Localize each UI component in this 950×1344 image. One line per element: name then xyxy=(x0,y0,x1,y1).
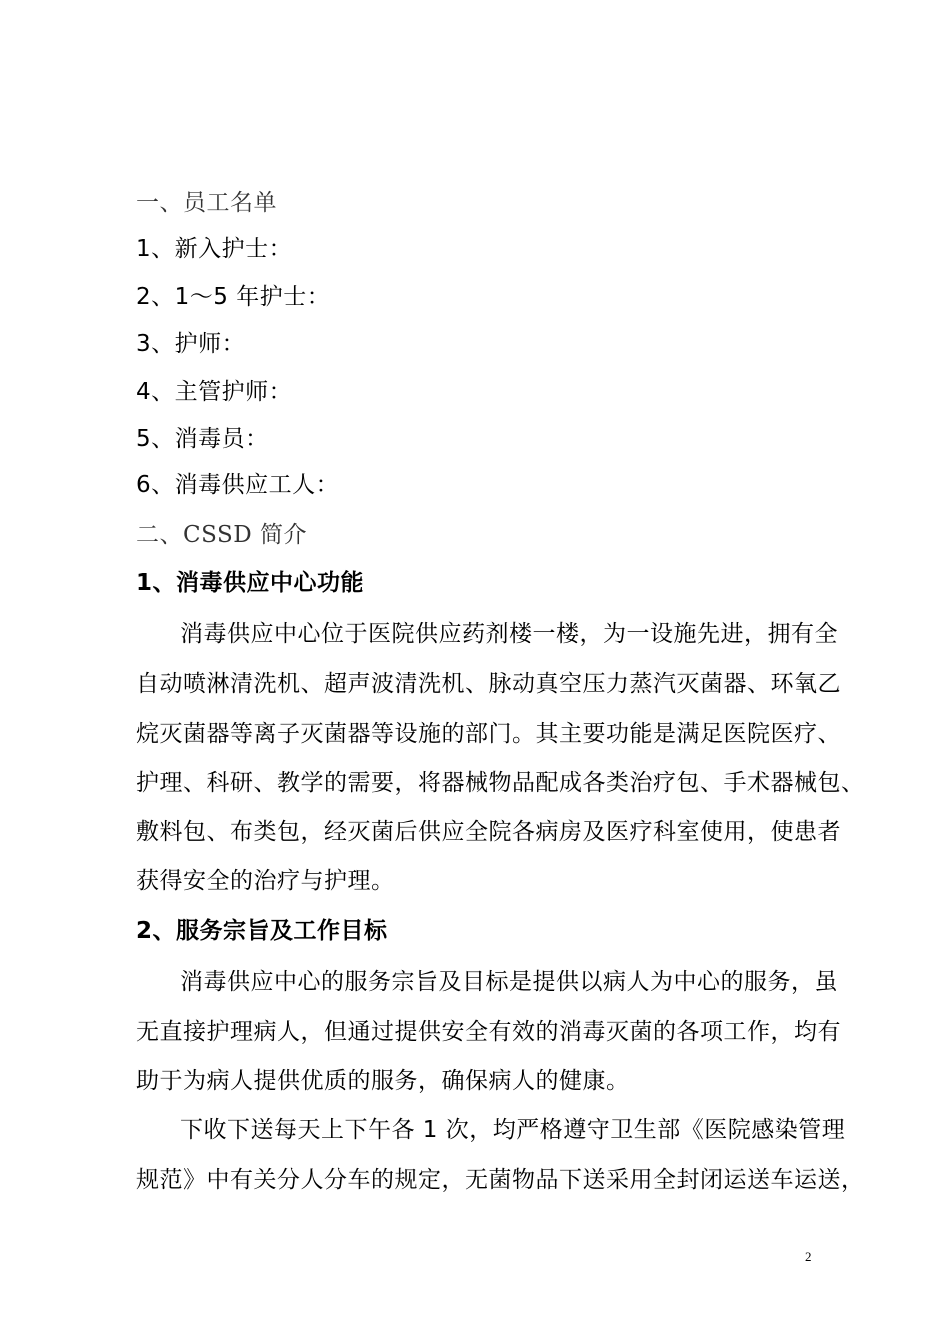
staff-item-junior-nurse: 2、1～5 年护士： xyxy=(136,284,331,310)
staff-item-supervisor-nurse: 4、主管护师： xyxy=(136,379,293,405)
paragraph-line: 下收下送每天上下午各 1 次，均严格遵守卫生部《医院感染管理 xyxy=(180,1117,846,1143)
paragraph-line: 获得安全的治疗与护理。 xyxy=(136,868,395,894)
section-heading-cssd-intro: 二、CSSD 简介 xyxy=(136,522,307,548)
staff-item-supply-worker: 6、消毒供应工人： xyxy=(136,472,340,498)
page-number: 2 xyxy=(805,1249,812,1264)
paragraph-line: 敷料包、布类包，经灭菌后供应全院各病房及医疗科室使用，使患者 xyxy=(136,819,841,845)
subsection-title-service-goals: 2、服务宗旨及工作目标 xyxy=(136,918,388,944)
paragraph-line: 自动喷淋清洗机、超声波清洗机、脉动真空压力蒸汽灭菌器、环氧乙 xyxy=(136,671,841,697)
paragraph-line: 无直接护理病人，但通过提供安全有效的消毒灭菌的各项工作，均有 xyxy=(136,1019,841,1045)
paragraph-line: 护理、科研、教学的需要，将器械物品配成各类治疗包、手术器械包、 xyxy=(136,770,865,796)
staff-item-nurse-practitioner: 3、护师： xyxy=(136,331,246,357)
paragraph-line: 消毒供应中心的服务宗旨及目标是提供以病人为中心的服务，虽 xyxy=(180,969,838,995)
subsection-title-function: 1、消毒供应中心功能 xyxy=(136,570,365,596)
paragraph-line: 规范》中有关分人分车的规定，无菌物品下送采用全封闭运送车运送， xyxy=(136,1167,865,1193)
staff-item-disinfector: 5、消毒员： xyxy=(136,426,269,452)
paragraph-line: 烷灭菌器等离子灭菌器等设施的部门。其主要功能是满足医院医疗、 xyxy=(136,721,841,747)
section-heading-staff-list: 一、员工名单 xyxy=(136,190,277,216)
paragraph-line: 助于为病人提供优质的服务，确保病人的健康。 xyxy=(136,1068,630,1094)
staff-item-new-nurse: 1、新入护士： xyxy=(136,236,293,262)
paragraph-line: 消毒供应中心位于医院供应药剂楼一楼，为一设施先进，拥有全 xyxy=(180,621,838,647)
